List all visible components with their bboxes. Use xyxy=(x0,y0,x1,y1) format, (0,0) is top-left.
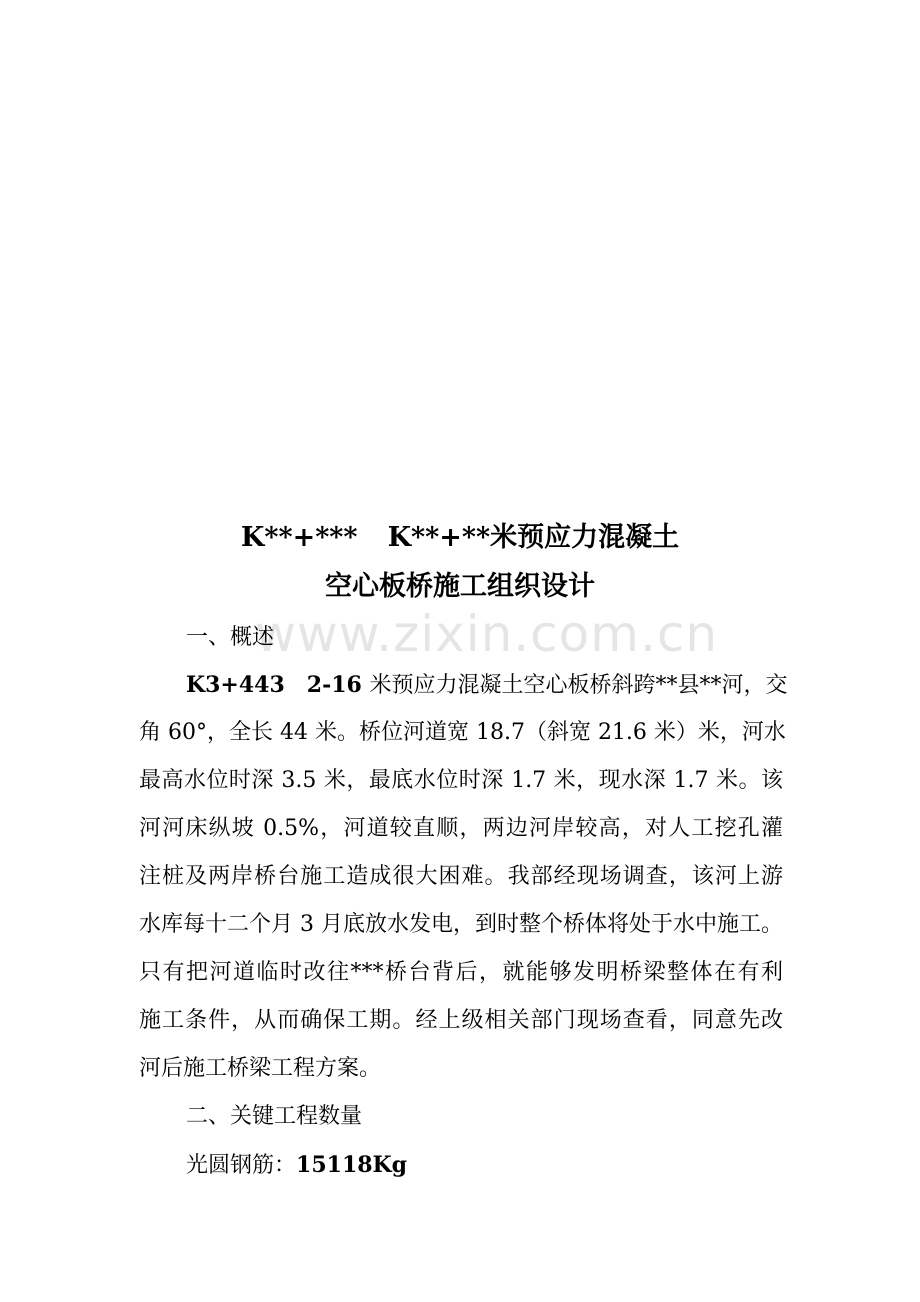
section2-heading: 二、关键工程数量 xyxy=(186,1104,363,1129)
paragraph-line-3: 最高水位时深 3.5 米，最底水位时深 1.7 米，现水深 1.7 米。该 xyxy=(139,768,783,793)
document-title-line1 xyxy=(0,518,920,558)
paragraph-line-1 xyxy=(186,667,788,704)
title-station-end: K**+**米预应力混凝土 xyxy=(387,522,680,553)
quantity-value: 15118Kg xyxy=(296,1152,408,1178)
document-title-line2: 空心板桥施工组织设计 xyxy=(325,571,595,602)
paragraph-line-6: 水库每十二个月 3 月底放水发电，到时整个桥体将处于水中施工。 xyxy=(139,912,783,937)
paragraph-line-1-text: 米预应力混凝土空心板桥斜跨**县**河，交 xyxy=(369,673,788,698)
bridge-station-code: K3+443 xyxy=(186,672,285,698)
quantity-label: 光圆钢筋： xyxy=(186,1153,297,1178)
paragraph-line-2: 角 60°，全长 44 米。桥位河道宽 18.7（斜宽 21.6 米）米，河水 xyxy=(139,720,786,745)
paragraph-line-7: 只有把河道临时改往***桥台背后，就能够发明桥梁整体在有利 xyxy=(139,960,783,985)
paragraph-line-5: 注桩及两岸桥台施工造成很大困难。我部经现场调查，该河上游 xyxy=(139,864,783,889)
bridge-span: 2-16 xyxy=(306,672,362,698)
paragraph-line-4: 河河床纵坡 0.5%，河道较直顺，两边河岸较高，对人工挖孔灌 xyxy=(139,816,783,841)
watermark: www.zixin.com.cn xyxy=(255,605,719,663)
paragraph-line-8: 施工条件，从而确保工期。经上级相关部门现场查看，同意先改 xyxy=(139,1008,783,1033)
paragraph-line-9: 河后施工桥梁工程方案。 xyxy=(139,1056,382,1081)
section1-heading: 一、概述 xyxy=(186,625,275,650)
quantity-item-round-rebar xyxy=(186,1147,407,1184)
title-station-start: K**+*** xyxy=(240,522,358,553)
